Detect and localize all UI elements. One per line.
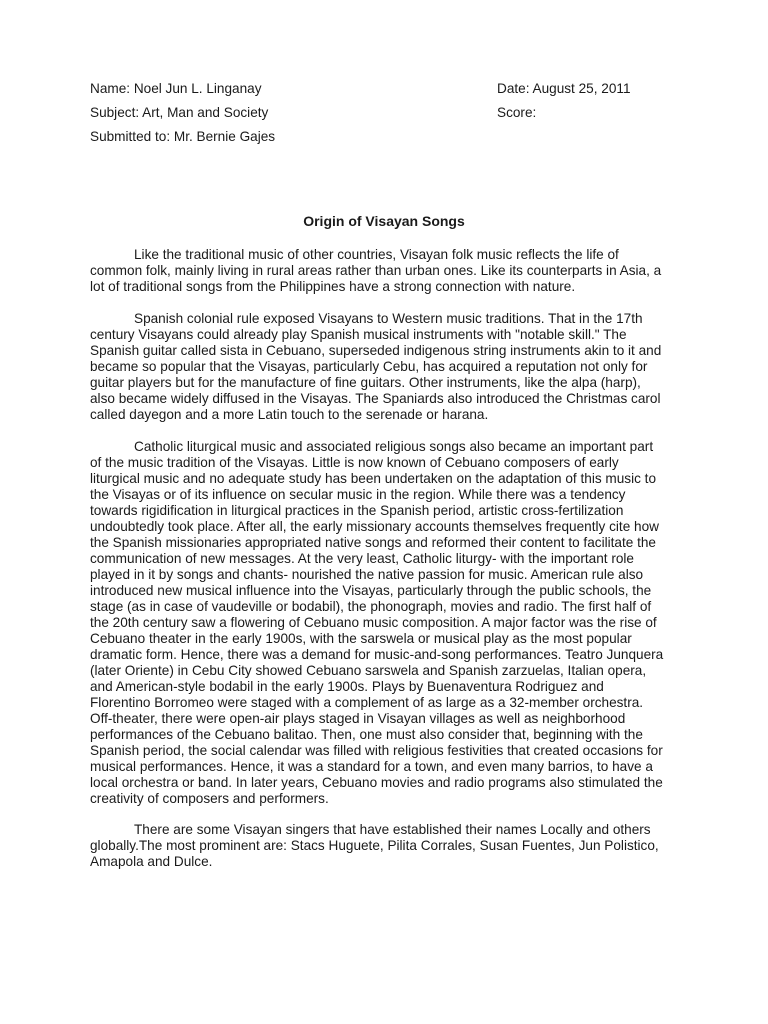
text-line: century Visayans could already play Spanish musical instruments with "notable skill." The — [90, 327, 627, 342]
text-line: also became widely diffused in the Visayas. The Spaniards also introduced the Christmas carol — [90, 391, 661, 406]
text-line: Florentino Borromeo were staged with a complement of as large as a 32-member orchestra. — [90, 695, 644, 710]
text-line: musical performances. Hence, it was a standard for a town, and even many barrios, to have a — [90, 759, 653, 774]
text-line: Spanish colonial rule exposed Visayans to Western music traditions. That in the 17th — [134, 311, 643, 326]
student-name: Name: Noel Jun L. Linganay — [90, 81, 262, 96]
text-line: performances of the Cebuano balitao. Then, one must also consider that, beginning with the — [90, 727, 643, 742]
document-title: Origin of Visayan Songs — [303, 213, 465, 229]
text-line: towards rigidification in liturgical practices in the Spanish period, artistic cross-fertilization — [90, 503, 624, 518]
text-line: Spanish period, the social calendar was filled with religious festivities that created occasions for — [90, 743, 663, 758]
text-line: the Visayas or of its influence on secular music in the region. While there was a tendency — [90, 487, 626, 502]
text-line: called dayegon and a more Latin touch to the serenade or harana. — [90, 407, 489, 422]
text-line: the Spanish missionaries appropriated native songs and reformed their content to facilitate the — [90, 535, 656, 550]
text-line: Amapola and Dulce. — [90, 854, 213, 869]
paragraph-4 — [90, 822, 685, 870]
text-line: (later Oriente) in Cebu City showed Cebuano sarswela and Spanish zarzuelas, Italian opera, — [90, 663, 647, 678]
text-line: common folk, mainly living in rural areas rather than urban ones. Like its counterparts in Asia, a — [90, 263, 662, 278]
text-line: Like the traditional music of other countries, Visayan folk music reflects the life of — [134, 247, 619, 262]
text-line: Off-theater, there were open-air plays staged in Visayan villages as well as neighborhood — [90, 711, 626, 726]
text-line: Catholic liturgical music and associated religious songs also became an important part — [134, 439, 654, 454]
paragraph-1 — [90, 247, 685, 295]
text-line: communication of new messages. At the very least, Catholic liturgy- with the important role — [90, 551, 634, 566]
text-line: liturgical music and no adequate study has been undertaken on the adaptation of this music to — [90, 471, 657, 486]
text-line: globally.The most prominent are: Stacs Huguete, Pilita Corrales, Susan Fuentes, Jun Polistico, — [90, 838, 659, 853]
paragraph-3 — [90, 439, 685, 807]
text-line: guitar players but for the manufacture of fine guitars. Other instruments, like the alpa (harp), — [90, 375, 641, 390]
text-line: dramatic form. Hence, there was a demand for music-and-song performances. Teatro Junquera — [90, 647, 664, 662]
text-line: and American-style bodabil in the early 1900s. Plays by Buenaventura Rodriguez and — [90, 679, 604, 694]
score-line: Score: — [497, 105, 537, 120]
text-line: There are some Visayan singers that have established their names Locally and others — [134, 822, 651, 837]
text-line: introduced new musical influence into the Visayas, particularly through the public schools, the — [90, 583, 652, 598]
paragraph-2 — [90, 311, 685, 423]
text-line: played in it by songs and chants- nourished the native passion for music. American rule also — [90, 567, 644, 582]
submitted-to-line: Submitted to: Mr. Bernie Gajes — [90, 129, 276, 144]
date-line: Date: August 25, 2011 — [497, 81, 631, 96]
text-line: lot of traditional songs from the Philippines have a strong connection with nature. — [90, 279, 576, 294]
subject-line: Subject: Art, Man and Society — [90, 105, 269, 120]
text-line: creativity of composers and performers. — [90, 791, 329, 806]
text-line: became so popular that the Visayas, particularly Cebu, has acquired a reputation not only for — [90, 359, 648, 374]
text-line: Spanish guitar called sista in Cebuano, superseded indigenous string instruments akin to it and — [90, 343, 662, 358]
text-line: of the music tradition of the Visayas. Little is now known of Cebuano composers of early — [90, 455, 619, 470]
text-line: undoubtedly took place. After all, the early missionary accounts themselves frequently cite how — [90, 519, 659, 534]
text-line: local orchestra or band. In later years, Cebuano movies and radio programs also stimulated the — [90, 775, 663, 790]
text-line: Cebuano theater in the early 1900s, with the sarswela or musical play as the most popular — [90, 631, 632, 646]
text-line: the 20th century saw a flowering of Cebuano music composition. A major factor was the rise of — [90, 615, 657, 630]
text-line: stage (as in case of vaudeville or bodabil), the phonograph, movies and radio. The first half of — [90, 599, 652, 614]
